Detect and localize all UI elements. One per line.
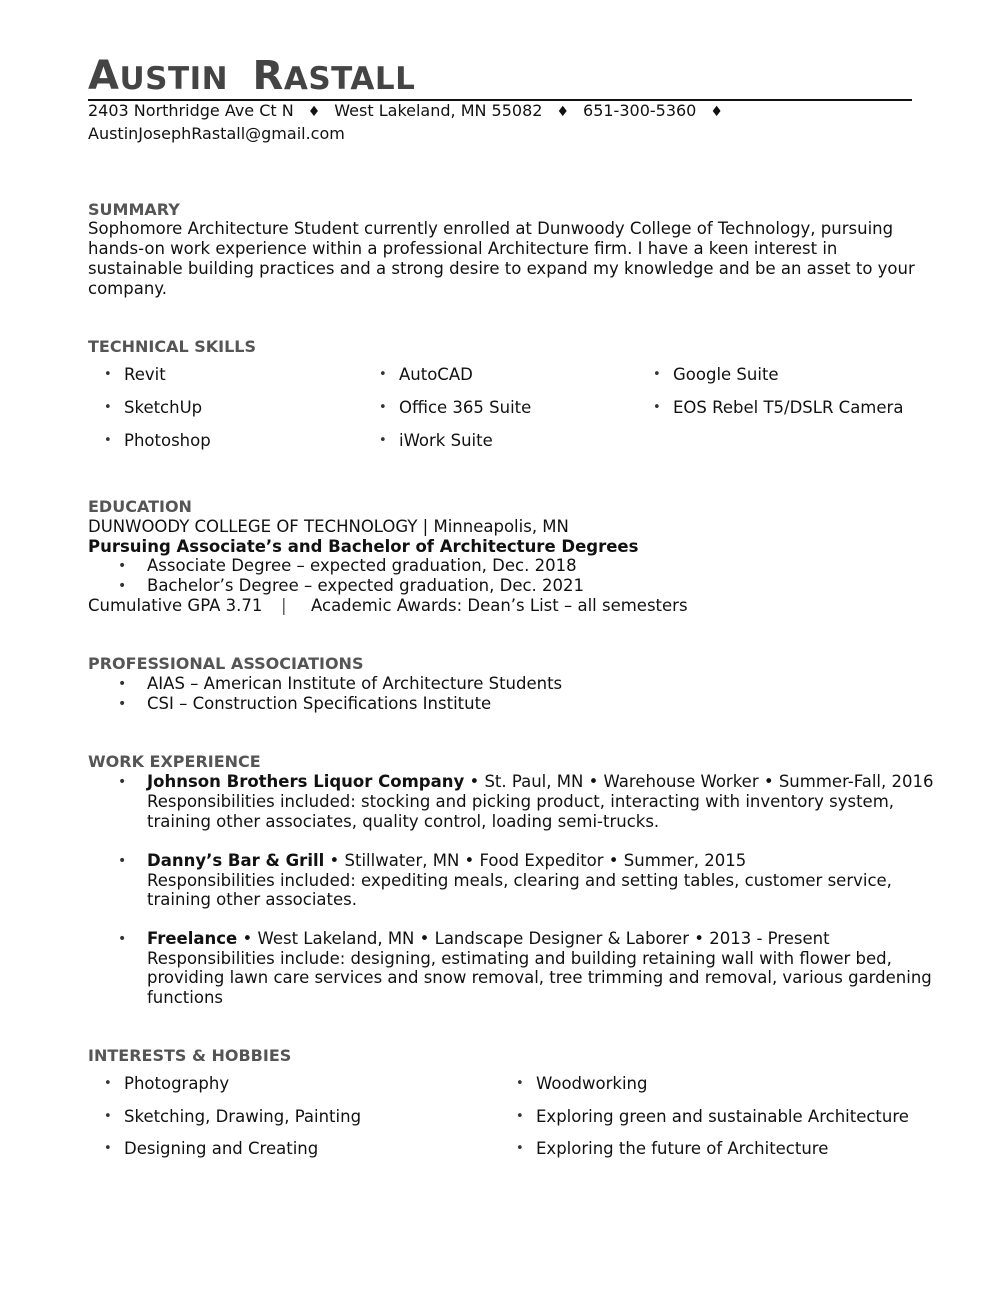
bullet-icon: • <box>104 1076 112 1091</box>
bullet-icon: • <box>516 1141 524 1156</box>
first-name <box>88 52 228 103</box>
job-description: training other associates. <box>147 890 357 909</box>
page-title <box>88 52 415 103</box>
bullet-icon: • <box>516 1076 524 1091</box>
skills-heading: TECHNICAL SKILLS <box>88 337 256 356</box>
degree-program: Pursuing Associate’s and Bachelor of Architecture Degrees <box>88 537 639 556</box>
school-name: DUNWOODY COLLEGE OF TECHNOLOGY | Minneapolis, MN <box>88 517 569 536</box>
interest-item <box>104 1107 362 1127</box>
bullet-icon: • <box>118 853 127 869</box>
degree-item: Bachelor’s Degree – expected graduation, Dec. 2021 <box>147 576 585 595</box>
bullet-icon: • <box>379 400 387 415</box>
interest-item <box>516 1074 648 1094</box>
contact-line-1 <box>88 100 737 123</box>
skill-item <box>379 431 493 451</box>
bullet-icon: • <box>118 676 127 692</box>
interest-item <box>516 1107 909 1127</box>
skill-item <box>104 398 203 418</box>
job-description: providing lawn care services and snow removal, tree trimming and removal, various gardening <box>147 968 932 987</box>
interest-label: Exploring the future of Architecture <box>536 1139 829 1158</box>
skill-item <box>104 431 211 451</box>
work-heading: WORK EXPERIENCE <box>88 752 261 771</box>
education-heading: EDUCATION <box>88 497 192 516</box>
bullet-icon: • <box>104 1141 112 1156</box>
last-name-rest: ASTALL <box>283 61 416 97</box>
diamond-separator-icon: ♦ <box>556 104 570 120</box>
bullet-icon: • <box>118 696 127 712</box>
employer: Danny’s Bar & Grill <box>147 851 325 870</box>
job-title-line <box>147 772 934 792</box>
association-item: AIAS – American Institute of Architecture Students <box>147 674 563 693</box>
bullet-icon: • <box>118 558 127 574</box>
skill-item <box>653 398 904 418</box>
skill-item <box>104 365 166 385</box>
skill-label: Office 365 Suite <box>399 398 532 417</box>
employer: Johnson Brothers Liquor Company <box>147 772 465 791</box>
bullet-icon: • <box>118 578 127 594</box>
last-name <box>253 52 416 103</box>
interest-item <box>104 1074 230 1094</box>
email[interactable]: AustinJosephRastall@gmail.com <box>88 124 345 143</box>
bullet-icon: • <box>516 1109 524 1124</box>
job-details: • West Lakeland, MN • Landscape Designer & Laborer • 2013 - Present <box>237 929 830 948</box>
summary-text: Sophomore Architecture Student currently enrolled at Dunwoody College of Technology, pursuing hands-on work experience within a professional Architecture firm. I have a keen interest in sustainable building practices and a strong desire to expand my knowledge and be an asset to your company. <box>88 219 915 298</box>
skill-label: Photoshop <box>124 431 211 450</box>
skill-label: iWork Suite <box>399 431 493 450</box>
summary-heading: SUMMARY <box>88 200 180 219</box>
diamond-separator-icon: ♦ <box>307 104 321 120</box>
first-name-initial: A <box>88 53 120 99</box>
skill-item <box>379 398 532 418</box>
bullet-icon: • <box>118 931 127 947</box>
bullet-icon: • <box>104 1109 112 1124</box>
interest-label: Photography <box>124 1074 230 1093</box>
job-title-line <box>147 851 746 871</box>
employer: Freelance <box>147 929 238 948</box>
skill-item <box>379 365 473 385</box>
skill-label: Revit <box>124 365 166 384</box>
contact-block <box>88 100 737 144</box>
first-name-rest: USTIN <box>119 61 229 97</box>
skill-label: EOS Rebel T5/DSLR Camera <box>673 398 904 417</box>
bullet-icon: • <box>118 774 127 790</box>
address: 2403 Northridge Ave Ct N <box>88 101 294 120</box>
interests-heading: INTERESTS & HOBBIES <box>88 1046 292 1065</box>
degree-item: Associate Degree – expected graduation, Dec. 2018 <box>147 556 577 575</box>
bullet-icon: • <box>653 367 661 382</box>
associations-heading: PROFESSIONAL ASSOCIATIONS <box>88 654 364 673</box>
academic-awards: Academic Awards: Dean’s List – all semesters <box>311 596 688 615</box>
gpa: Cumulative GPA 3.71 <box>88 596 263 615</box>
bullet-icon: • <box>104 367 112 382</box>
interest-label: Woodworking <box>536 1074 648 1093</box>
gpa-divider: | <box>281 596 287 615</box>
city: West Lakeland, MN 55082 <box>334 101 543 120</box>
skill-label: AutoCAD <box>399 365 473 384</box>
interest-label: Exploring green and sustainable Architecture <box>536 1107 909 1126</box>
bullet-icon: • <box>104 400 112 415</box>
skill-label: SketchUp <box>124 398 203 417</box>
skill-label: Google Suite <box>673 365 779 384</box>
last-name-initial: R <box>252 53 284 99</box>
interest-label: Designing and Creating <box>124 1139 319 1158</box>
job-details: • St. Paul, MN • Warehouse Worker • Summer-Fall, 2016 <box>464 772 934 791</box>
job-description: functions <box>147 988 223 1007</box>
job-description: Responsibilities included: expediting meals, clearing and setting tables, customer service, <box>147 871 892 890</box>
interest-item <box>104 1139 319 1159</box>
interest-item <box>516 1139 829 1159</box>
bullet-icon: • <box>379 433 387 448</box>
skill-item <box>653 365 779 385</box>
diamond-separator-icon: ♦ <box>710 104 723 120</box>
job-title-line <box>147 929 830 949</box>
bullet-icon: • <box>104 433 112 448</box>
bullet-icon: • <box>379 367 387 382</box>
association-item: CSI – Construction Specifications Institute <box>147 694 492 713</box>
bullet-icon: • <box>653 400 661 415</box>
job-details: • Stillwater, MN • Food Expeditor • Summer, 2015 <box>324 851 747 870</box>
job-description: Responsibilities include: designing, estimating and building retaining wall with flower bed, <box>147 949 892 968</box>
job-description: training other associates, quality control, loading semi-trucks. <box>147 812 660 831</box>
phone: 651-300-5360 <box>583 101 697 120</box>
job-description: Responsibilities included: stocking and picking product, interacting with inventory system, <box>147 792 895 811</box>
interest-label: Sketching, Drawing, Painting <box>124 1107 362 1126</box>
